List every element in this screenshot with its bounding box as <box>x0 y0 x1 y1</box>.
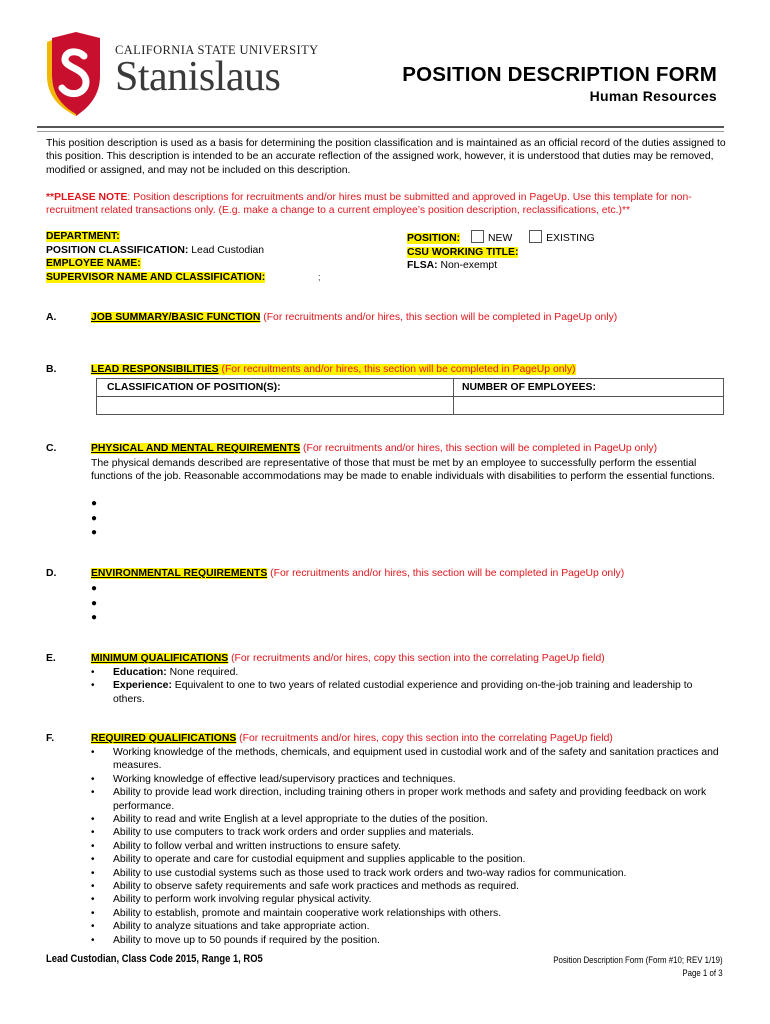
section-e-note: (For recruitments and/or hires, copy this section into the correlating PageUp field) <box>228 653 605 664</box>
list-item: • Ability to observe safety requirements and safe work practices and methods as required. <box>91 881 520 893</box>
list-item[interactable] <box>91 582 725 597</box>
section-a-heading <box>91 312 617 323</box>
section-e-heading <box>91 653 605 664</box>
employees-cell[interactable] <box>454 397 724 415</box>
section-b-heading <box>91 364 576 375</box>
section-d-title: ENVIRONMENTAL REQUIREMENTS <box>91 568 268 579</box>
supervisor-label: SUPERVISOR NAME AND CLASSIFICATION: <box>46 271 266 283</box>
new-checkbox[interactable] <box>471 230 484 243</box>
list-item: • Ability to use custodial systems such as those used to track work orders and two-way radios for communication. <box>91 867 627 879</box>
list-item[interactable] <box>91 526 725 541</box>
position-label: POSITION: <box>407 233 461 244</box>
section-a-title: JOB SUMMARY/BASIC FUNCTION <box>91 312 261 323</box>
flsa-value: Non-exempt <box>440 260 498 272</box>
section-d-letter: D. <box>46 568 57 579</box>
section-c-note: (For recruitments and/or hires, this section will be completed in PageUp only) <box>300 443 658 454</box>
new-label: NEW <box>488 233 513 244</box>
flsa-label: FLSA: <box>407 260 438 272</box>
section-e-bullets <box>91 666 725 706</box>
list-item: • Experience: Equivalent to one to two years of related custodial experience and providing on-the-job training and leadership to others. <box>91 680 693 705</box>
bullet-icon: ● <box>91 612 98 623</box>
section-c-text: The physical demands described are representative of those that must be met by an employee to successfully perform the essential functions of the job. Reasonable accommodations may be made to enable individuals with disabilities to perform the essential functions. <box>91 458 715 483</box>
list-item: • Ability to provide lead work direction, including training others in proper work methods and safety and providing feedback on work performance. <box>91 787 707 812</box>
section-f-heading <box>91 733 613 744</box>
wordmark-name: Stanislaus <box>115 54 281 100</box>
lead-responsibilities-table <box>96 378 724 415</box>
list-item: • Ability to perform work involving regular physical activity. <box>91 894 372 906</box>
section-d-heading <box>91 568 624 579</box>
section-d-bullets <box>91 582 725 626</box>
section-c-bullets <box>91 497 725 541</box>
working-title-row[interactable] <box>407 246 595 260</box>
info-left-block <box>46 230 265 284</box>
classification-row[interactable] <box>46 244 265 258</box>
classification-value: Lead Custodian <box>191 244 265 256</box>
table-row <box>97 397 724 415</box>
university-wordmark <box>115 43 319 99</box>
bullet-icon: ● <box>91 583 98 594</box>
bullet-icon: ● <box>91 512 98 524</box>
section-f-bullets <box>91 746 725 947</box>
footer-form-revision: Position Description Form (Form #10; REV 1/19) <box>553 954 723 965</box>
list-item: • Working knowledge of the methods, chemicals, and equipment used in custodial work and of the safety and sanitation practices and measures. <box>91 747 719 772</box>
footer-position-info: Lead Custodian, Class Code 2015, Range 1, RO5 <box>46 953 263 965</box>
please-note <box>46 191 736 218</box>
education-label: Education: <box>113 667 167 678</box>
employees-column-header: NUMBER OF EMPLOYEES: <box>454 379 724 397</box>
classification-column-header: CLASSIFICATION OF POSITION(S): <box>97 379 454 397</box>
section-a-note: (For recruitments and/or hires, this section will be completed in PageUp only) <box>260 312 618 323</box>
bullet-icon: ● <box>91 527 98 538</box>
wordmark-top: CALIFORNIA STATE UNIVERSITY <box>115 43 319 57</box>
department-label: DEPARTMENT: <box>46 231 120 242</box>
classification-label: POSITION CLASSIFICATION: <box>46 244 189 256</box>
university-shield-logo <box>46 32 106 116</box>
classification-cell[interactable] <box>97 397 454 415</box>
stray-mark: ; <box>318 272 321 282</box>
footer-page-number: Page 1 of 3 <box>682 967 723 978</box>
list-item: • Ability to establish, promote and maintain cooperative work relationships with others. <box>91 907 502 919</box>
list-item: • Education: None required. <box>91 667 239 678</box>
experience-value: Equivalent to one to two years of related custodial experience and providing on-the-job training and leadership to others. <box>113 680 693 705</box>
list-item: • Working knowledge of effective lead/supervisory practices and techniques. <box>91 773 456 785</box>
header-divider <box>37 126 724 128</box>
section-e-letter: E. <box>46 653 56 664</box>
department-row[interactable] <box>46 230 265 244</box>
education-value: None required. <box>166 667 239 678</box>
list-item[interactable] <box>91 611 725 626</box>
employee-row[interactable] <box>46 257 265 271</box>
list-item: • Ability to analyze situations and take appropriate action. <box>91 921 370 933</box>
section-b-letter: B. <box>46 364 57 375</box>
list-item: • Ability to operate and care for custodial equipment and supplies applicable to the position. <box>91 854 526 866</box>
list-item: • Ability to follow verbal and written instructions to ensure safety. <box>91 840 401 852</box>
section-d-note: (For recruitments and/or hires, this section will be completed in PageUp only) <box>267 568 625 579</box>
section-c-title: PHYSICAL AND MENTAL REQUIREMENTS <box>91 443 301 454</box>
list-item: • Ability to read and write English at a level appropriate to the duties of the position. <box>91 814 488 826</box>
supervisor-row[interactable] <box>46 271 265 285</box>
list-item: • Ability to use computers to track work orders and order supplies and materials. <box>91 827 474 839</box>
position-row <box>407 230 595 246</box>
note-label: **PLEASE NOTE <box>46 192 128 203</box>
note-text: : Position descriptions for recruitments and/or hires must be submitted and approved in PageUp. Use this template for non-recruitment related transactions only. (E.g. make a change to a current employee’s position description, reclassifications, etc.)** <box>46 192 692 217</box>
section-c-letter: C. <box>46 443 57 454</box>
form-subtitle: Human Resources <box>589 88 717 104</box>
bullet-icon: ● <box>91 597 98 609</box>
header-divider-thin <box>37 131 724 132</box>
table-header-row <box>97 379 724 397</box>
section-a-letter: A. <box>46 312 57 323</box>
bullet-icon: ● <box>91 498 98 509</box>
section-f-title: REQUIRED QUALIFICATIONS <box>91 733 237 744</box>
experience-label: Experience: <box>113 680 172 692</box>
section-c-heading <box>91 443 657 454</box>
intro-paragraph: This position description is used as a basis for determining the position classification and is maintained as an official record of the duties assigned to this position. This description is intended to be an accurate reflection of the assigned work, however, it is understood that duties may be removed, modified or assigned, and may not be included on this description. <box>46 138 726 176</box>
working-title-label: CSU WORKING TITLE: <box>407 246 519 258</box>
section-e-title: MINIMUM QUALIFICATIONS <box>91 653 229 664</box>
list-item[interactable] <box>91 512 725 527</box>
footer-form-info <box>554 953 723 979</box>
existing-label: EXISTING <box>546 233 595 244</box>
form-title: POSITION DESCRIPTION FORM <box>402 63 717 86</box>
existing-checkbox[interactable] <box>529 230 542 243</box>
employee-label: EMPLOYEE NAME: <box>46 258 141 270</box>
section-f-note: (For recruitments and/or hires, copy this section into the correlating PageUp field) <box>236 733 613 744</box>
section-b-note: (For recruitments and/or hires, this section will be completed in PageUp only) <box>218 364 576 375</box>
flsa-row <box>407 259 595 273</box>
list-item: • Ability to move up to 50 pounds if required by the position. <box>91 934 380 946</box>
list-item[interactable] <box>91 597 725 612</box>
info-right-block <box>407 230 595 273</box>
section-f-letter: F. <box>46 733 55 744</box>
section-b-title: LEAD RESPONSIBILITIES <box>91 364 219 375</box>
list-item[interactable] <box>91 497 725 512</box>
